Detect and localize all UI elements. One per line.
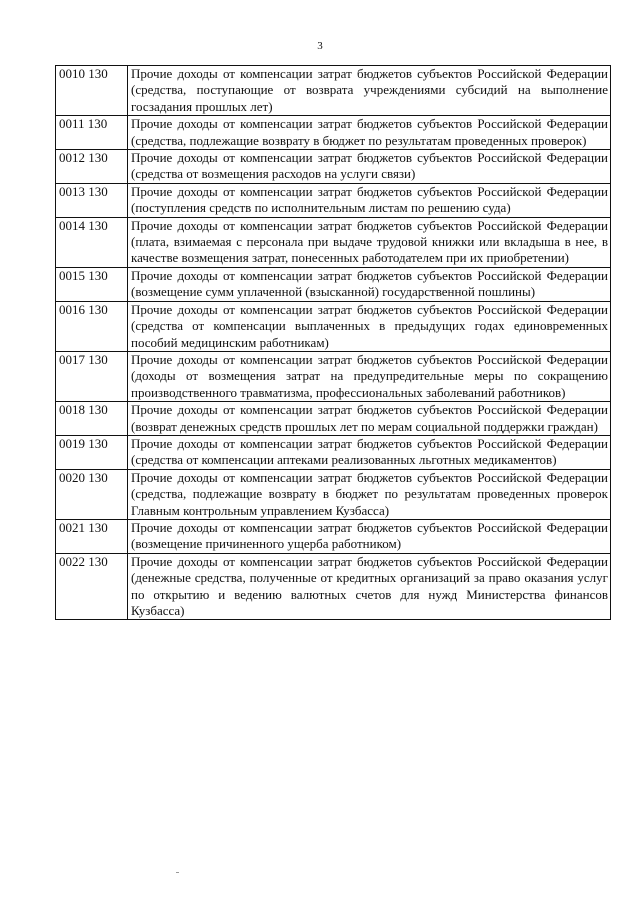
- table-row: [56, 267, 611, 301]
- revenue-description-cell: Прочие доходы от компенсации затрат бюджетов субъектов Российской Федерации (поступления средств по исполнительным листам по решению суда): [128, 183, 611, 217]
- revenue-description-cell: Прочие доходы от компенсации затрат бюджетов субъектов Российской Федерации (возмещение сумм уплаченной (взысканной) государственной пошлины): [128, 267, 611, 301]
- revenue-code-cell: 0011 130: [56, 116, 128, 150]
- revenue-code-cell: 0022 130: [56, 553, 128, 620]
- page-number: 3: [317, 40, 323, 52]
- revenue-code-cell: 0010 130: [56, 66, 128, 116]
- table-row: [56, 301, 611, 351]
- table-row: [56, 519, 611, 553]
- revenue-description-cell: Прочие доходы от компенсации затрат бюджетов субъектов Российской Федерации (денежные средства, полученные от кредитных организаций за право оказания услуг по открытию и ведению валютных счетов для нужд Министерства финансов Кузбасса): [128, 553, 611, 620]
- revenue-code-cell: 0017 130: [56, 351, 128, 401]
- revenue-description-cell: Прочие доходы от компенсации затрат бюджетов субъектов Российской Федерации (средства от компенсации выплаченных в предыдущих годах единовременных пособий медицинским работникам): [128, 301, 611, 351]
- table-row: [56, 150, 611, 184]
- revenue-description-cell: Прочие доходы от компенсации затрат бюджетов субъектов Российской Федерации (возврат денежных средств прошлых лет по мерам социальной поддержки граждан): [128, 402, 611, 436]
- revenue-code-cell: 0012 130: [56, 150, 128, 184]
- revenue-description-cell: Прочие доходы от компенсации затрат бюджетов субъектов Российской Федерации (доходы от возмещения затрат на предупредительные меры по сокращению производственного травматизма, профессиональных заболеваний работников): [128, 351, 611, 401]
- table-row: [56, 435, 611, 469]
- revenue-code-cell: 0018 130: [56, 402, 128, 436]
- revenue-code-cell: 0016 130: [56, 301, 128, 351]
- revenue-description-cell: Прочие доходы от компенсации затрат бюджетов субъектов Российской Федерации (средства от возмещения расходов на услуги связи): [128, 150, 611, 184]
- table-row: [56, 217, 611, 267]
- revenue-code-cell: 0020 130: [56, 469, 128, 519]
- revenue-code-cell: 0013 130: [56, 183, 128, 217]
- table-row: [56, 402, 611, 436]
- revenue-codes-table: [55, 65, 611, 620]
- revenue-description-cell: Прочие доходы от компенсации затрат бюджетов субъектов Российской Федерации (средства от компенсации аптеками реализованных льготных медикаментов): [128, 435, 611, 469]
- table-row: [56, 116, 611, 150]
- table-row: [56, 553, 611, 620]
- revenue-description-cell: Прочие доходы от компенсации затрат бюджетов субъектов Российской Федерации (средства, подлежащие возврату в бюджет по результатам проведенных проверок Главным контрольным управлением Кузбасса): [128, 469, 611, 519]
- revenue-code-cell: 0015 130: [56, 267, 128, 301]
- scan-speck: [176, 872, 179, 873]
- revenue-code-cell: 0014 130: [56, 217, 128, 267]
- table-row: [56, 469, 611, 519]
- revenue-description-cell: Прочие доходы от компенсации затрат бюджетов субъектов Российской Федерации (средства, поступающие от возврата учреждениями субсидий на выполнение госзадания прошлых лет): [128, 66, 611, 116]
- revenue-description-cell: Прочие доходы от компенсации затрат бюджетов субъектов Российской Федерации (средства, подлежащие возврату в бюджет по результатам проведенных проверок): [128, 116, 611, 150]
- revenue-description-cell: Прочие доходы от компенсации затрат бюджетов субъектов Российской Федерации (плата, взимаемая с персонала при выдаче трудовой книжки или вкладыша в нее, в качестве возмещения затрат, понесенных работодателем при их приобретении): [128, 217, 611, 267]
- table-row: [56, 351, 611, 401]
- revenue-description-cell: Прочие доходы от компенсации затрат бюджетов субъектов Российской Федерации (возмещение причиненного ущерба работником): [128, 519, 611, 553]
- revenue-code-cell: 0021 130: [56, 519, 128, 553]
- revenue-code-cell: 0019 130: [56, 435, 128, 469]
- table-row: [56, 183, 611, 217]
- table-row: [56, 66, 611, 116]
